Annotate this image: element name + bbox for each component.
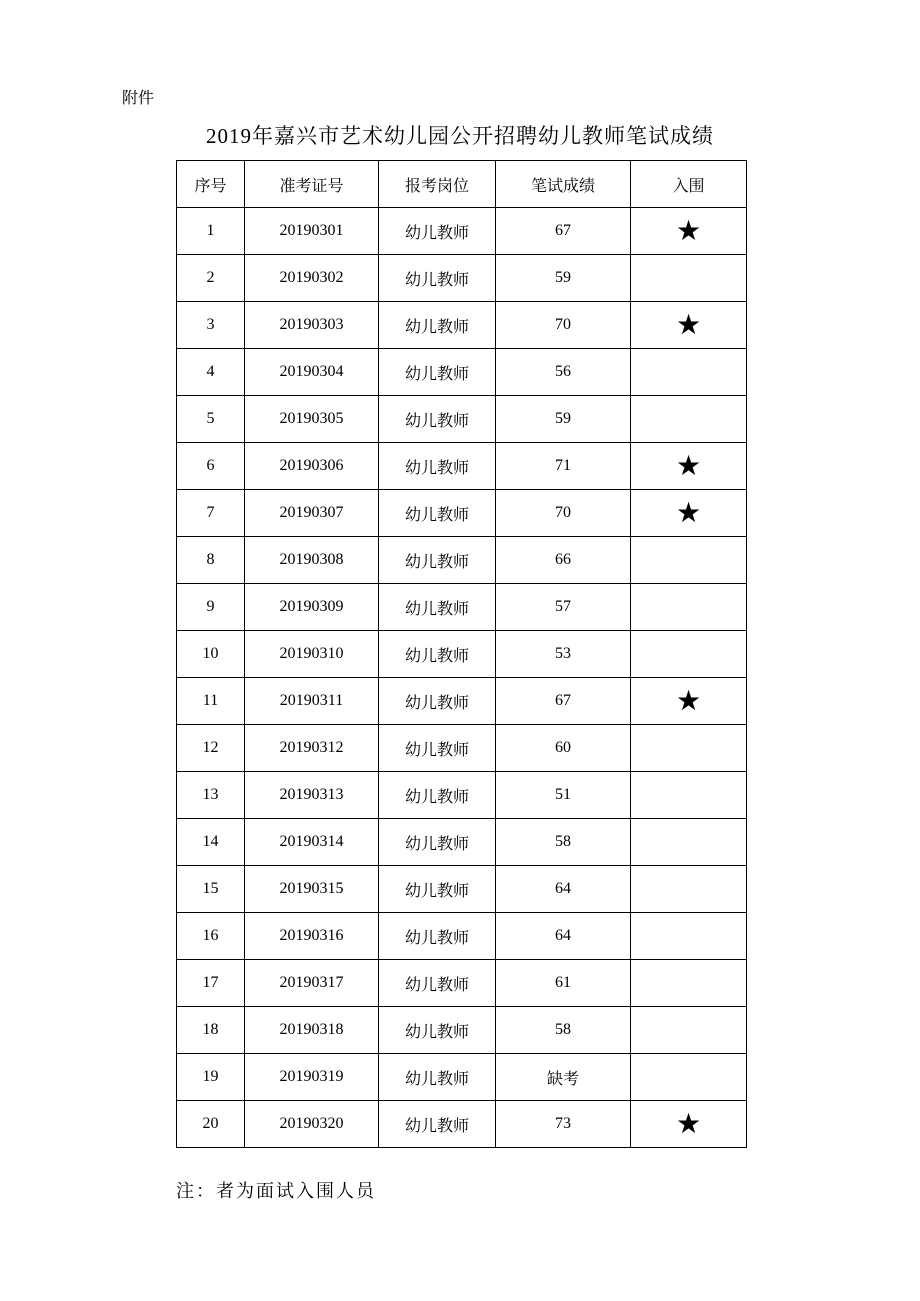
star-icon: ★: [675, 1107, 702, 1140]
header-exam-id: 准考证号: [245, 161, 379, 208]
table-row: [177, 1101, 747, 1148]
cell-shortlisted: [631, 1101, 747, 1148]
cell-score: 59: [496, 255, 631, 302]
cell-exam-id: 20190315: [245, 866, 379, 913]
cell-exam-id: 20190314: [245, 819, 379, 866]
cell-exam-id: 20190317: [245, 960, 379, 1007]
cell-position: 幼儿教师: [379, 255, 496, 302]
cell-score: 58: [496, 819, 631, 866]
table-row: [177, 396, 747, 443]
cell-seq: 15: [177, 866, 245, 913]
cell-score: 57: [496, 584, 631, 631]
cell-score: 64: [496, 866, 631, 913]
cell-score: 67: [496, 678, 631, 725]
cell-position: 幼儿教师: [379, 631, 496, 678]
table-row: [177, 443, 747, 490]
table-header-row: [177, 161, 747, 208]
cell-score: 66: [496, 537, 631, 584]
cell-position: 幼儿教师: [379, 772, 496, 819]
cell-shortlisted: [631, 1054, 747, 1101]
cell-exam-id: 20190309: [245, 584, 379, 631]
cell-score: 56: [496, 349, 631, 396]
cell-position: 幼儿教师: [379, 443, 496, 490]
cell-exam-id: 20190318: [245, 1007, 379, 1054]
table-row: [177, 866, 747, 913]
cell-exam-id: 20190313: [245, 772, 379, 819]
cell-exam-id: 20190302: [245, 255, 379, 302]
cell-shortlisted: [631, 255, 747, 302]
table-row: [177, 960, 747, 1007]
table-row: [177, 913, 747, 960]
star-icon: ★: [675, 308, 702, 341]
table-row: [177, 1007, 747, 1054]
star-icon: ★: [675, 214, 702, 247]
cell-score: 70: [496, 490, 631, 537]
table-row: [177, 208, 747, 255]
cell-position: 幼儿教师: [379, 725, 496, 772]
cell-position: 幼儿教师: [379, 1101, 496, 1148]
cell-seq: 8: [177, 537, 245, 584]
cell-seq: 1: [177, 208, 245, 255]
cell-shortlisted: [631, 443, 747, 490]
header-shortlisted: 入围: [631, 161, 747, 208]
cell-position: 幼儿教师: [379, 1054, 496, 1101]
star-icon: ★: [675, 684, 702, 717]
star-icon: ★: [675, 449, 702, 482]
cell-seq: 7: [177, 490, 245, 537]
cell-exam-id: 20190319: [245, 1054, 379, 1101]
cell-position: 幼儿教师: [379, 960, 496, 1007]
cell-score: 58: [496, 1007, 631, 1054]
table-row: [177, 1054, 747, 1101]
cell-position: 幼儿教师: [379, 537, 496, 584]
table-row: [177, 490, 747, 537]
star-icon: ★: [675, 496, 702, 529]
table-row: [177, 255, 747, 302]
table-row: [177, 349, 747, 396]
cell-shortlisted: [631, 678, 747, 725]
cell-score: 64: [496, 913, 631, 960]
table-row: [177, 678, 747, 725]
table-row: [177, 631, 747, 678]
cell-seq: 6: [177, 443, 245, 490]
cell-shortlisted: [631, 349, 747, 396]
cell-exam-id: 20190306: [245, 443, 379, 490]
cell-exam-id: 20190304: [245, 349, 379, 396]
cell-score: 51: [496, 772, 631, 819]
cell-position: 幼儿教师: [379, 866, 496, 913]
cell-shortlisted: [631, 725, 747, 772]
cell-position: 幼儿教师: [379, 208, 496, 255]
cell-shortlisted: [631, 584, 747, 631]
cell-position: 幼儿教师: [379, 584, 496, 631]
cell-seq: 13: [177, 772, 245, 819]
cell-shortlisted: [631, 537, 747, 584]
cell-exam-id: 20190312: [245, 725, 379, 772]
cell-position: 幼儿教师: [379, 678, 496, 725]
cell-seq: 11: [177, 678, 245, 725]
cell-position: 幼儿教师: [379, 302, 496, 349]
cell-shortlisted: [631, 772, 747, 819]
score-table: [176, 160, 747, 1148]
cell-shortlisted: [631, 302, 747, 349]
cell-shortlisted: [631, 396, 747, 443]
cell-seq: 16: [177, 913, 245, 960]
table-row: [177, 302, 747, 349]
cell-seq: 19: [177, 1054, 245, 1101]
cell-position: 幼儿教师: [379, 1007, 496, 1054]
cell-score: 60: [496, 725, 631, 772]
header-position: 报考岗位: [379, 161, 496, 208]
cell-score: 73: [496, 1101, 631, 1148]
cell-shortlisted: [631, 819, 747, 866]
cell-score: 67: [496, 208, 631, 255]
cell-position: 幼儿教师: [379, 349, 496, 396]
cell-score: 61: [496, 960, 631, 1007]
cell-exam-id: 20190316: [245, 913, 379, 960]
cell-position: 幼儿教师: [379, 396, 496, 443]
table-row: [177, 819, 747, 866]
cell-seq: 4: [177, 349, 245, 396]
table-row: [177, 584, 747, 631]
cell-seq: 5: [177, 396, 245, 443]
cell-seq: 9: [177, 584, 245, 631]
table-row: [177, 725, 747, 772]
cell-seq: 3: [177, 302, 245, 349]
cell-shortlisted: [631, 960, 747, 1007]
cell-shortlisted: [631, 913, 747, 960]
cell-shortlisted: [631, 1007, 747, 1054]
cell-exam-id: 20190307: [245, 490, 379, 537]
cell-exam-id: 20190303: [245, 302, 379, 349]
cell-shortlisted: [631, 631, 747, 678]
cell-exam-id: 20190301: [245, 208, 379, 255]
cell-position: 幼儿教师: [379, 913, 496, 960]
header-seq: 序号: [177, 161, 245, 208]
cell-exam-id: 20190311: [245, 678, 379, 725]
cell-shortlisted: [631, 490, 747, 537]
page-title: 2019年嘉兴市艺术幼儿园公开招聘幼儿教师笔试成绩: [206, 124, 714, 148]
cell-score: 缺考: [496, 1054, 631, 1101]
table-row: [177, 772, 747, 819]
cell-exam-id: 20190308: [245, 537, 379, 584]
cell-seq: 17: [177, 960, 245, 1007]
header-score: 笔试成绩: [496, 161, 631, 208]
cell-score: 71: [496, 443, 631, 490]
cell-score: 53: [496, 631, 631, 678]
cell-exam-id: 20190320: [245, 1101, 379, 1148]
cell-seq: 2: [177, 255, 245, 302]
cell-exam-id: 20190305: [245, 396, 379, 443]
table-row: [177, 537, 747, 584]
cell-seq: 14: [177, 819, 245, 866]
attachment-label: 附件: [122, 90, 155, 107]
cell-seq: 10: [177, 631, 245, 678]
cell-seq: 18: [177, 1007, 245, 1054]
cell-score: 70: [496, 302, 631, 349]
cell-score: 59: [496, 396, 631, 443]
cell-exam-id: 20190310: [245, 631, 379, 678]
cell-shortlisted: [631, 866, 747, 913]
cell-seq: 12: [177, 725, 245, 772]
cell-seq: 20: [177, 1101, 245, 1148]
cell-position: 幼儿教师: [379, 819, 496, 866]
footnote: 注：者为面试入围人员: [176, 1181, 376, 1201]
cell-position: 幼儿教师: [379, 490, 496, 537]
cell-shortlisted: [631, 208, 747, 255]
